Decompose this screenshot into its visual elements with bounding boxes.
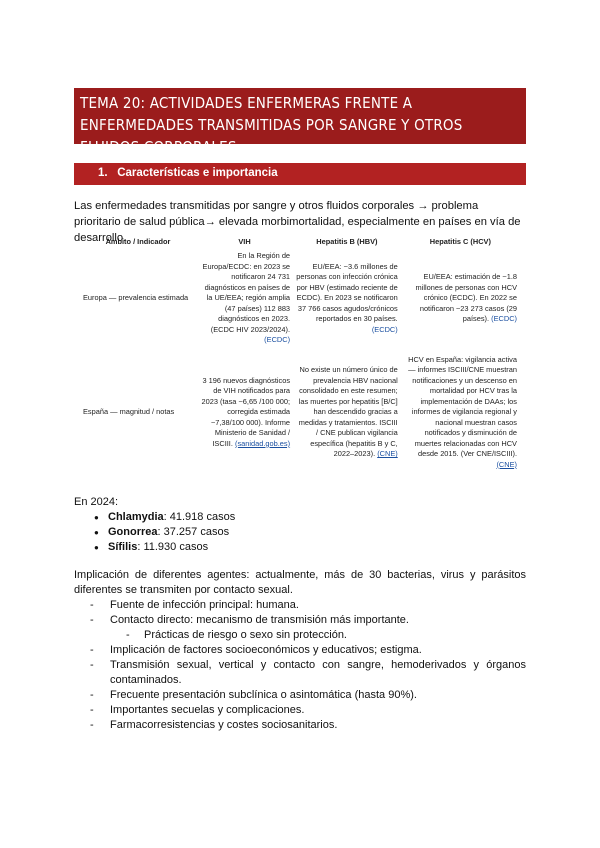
characteristics-block (74, 568, 526, 733)
list-item: - Implicación de factores socioeconómicos y educativos; estigma. (74, 643, 526, 658)
disease-count: : 37.257 casos (157, 526, 230, 538)
disease-count: : 11.930 casos (137, 541, 209, 553)
cell-text: EU/EEA: ~3.6 millones de personas con infección crónica por HBV (estimado reciente de ECDC). En 2023 se notificaron 37 766 casos agudos/crónicos reportados en 30 países. (296, 261, 398, 323)
disease-name: Sífilis (108, 541, 138, 553)
source-link[interactable]: (sanidad.gob.es) (234, 438, 291, 448)
section-heading (74, 163, 526, 185)
list-item (94, 525, 526, 540)
cell-text: 3 196 nuevos diagnósticos de VIH notificados para 2023 (tasa ~6,65 /100 000; corregida estimada ~7,38/100 000). Informe Ministerio de Sanidad / ISCIII. (201, 375, 291, 448)
list-item: - Transmisión sexual, vertical y contacto con sangre, hemoderivados y órganos contaminados. (74, 658, 526, 688)
cell-hbv (293, 348, 401, 478)
cell-hbv (293, 249, 401, 348)
table-row (80, 249, 520, 348)
intro-paragraph: Las enfermedades transmitidas por sangre y otros fluidos corporales → problema prioritario de salud pública→ elevada morbimortalidad, especialmente en países en vía de desarrollo. (74, 200, 521, 244)
table-header-row (80, 235, 520, 249)
disease-count: : 41.918 casos (163, 511, 236, 523)
cell-hcv (401, 249, 520, 348)
agents-paragraph: Implicación de diferentes agentes: actualmente, más de 30 bacterias, virus y parásitos diferentes se transmiten por contacto sexual. (74, 569, 526, 596)
col-header-ambito: Ámbito / Indicador (105, 236, 171, 246)
disease-name: Gonorrea (108, 526, 158, 538)
section-number: 1. (98, 167, 108, 179)
list-item (94, 540, 526, 555)
cell-text: HCV en España: vigilancia activa — informes ISCIII/CNE muestran notificaciones y un descenso en mortalidad por HCV tras la implementación de DAAs; los informes de vigilancia regional y nacional muestran casos notificados y disminución de muertes relacionadas con HCV desde 2015. (Ver CNE/ISCIII). (408, 354, 517, 459)
title-banner (74, 88, 526, 156)
prevalence-table (80, 235, 520, 478)
col-header-hcv: Hepatitis C (HCV) (429, 236, 491, 246)
stats-heading: En 2024: (74, 496, 119, 508)
col-header-vih: VIH (238, 236, 251, 246)
sti-stats (74, 495, 526, 555)
list-item: - Frecuente presentación subclínica o asintomática (hasta 90%). (74, 688, 526, 703)
source-link[interactable]: (ECDC) (371, 324, 398, 334)
section-title: Características e importancia (117, 167, 278, 179)
list-item: - Contacto directo: mecanismo de transmisión más importante. (74, 613, 526, 628)
cell-text: En la Región de Europa/ECDC: en 2023 se notificaron 24 731 diagnósticos en países de la UE/EEA; región amplia (47 países) 112 883 diagnósticos en 2023. (ECDC HIV 2023/2024). (202, 251, 291, 334)
list-item: - Fuente de infección principal: humana. (74, 598, 526, 613)
cell-vih (196, 249, 293, 348)
source-link[interactable]: (CNE) (496, 459, 517, 469)
source-link[interactable]: (ECDC) (491, 314, 517, 323)
characteristics-list (74, 598, 526, 733)
list-item: - Prácticas de riesgo o sexo sin protección. (74, 628, 526, 643)
cell-hcv (401, 348, 520, 478)
source-link[interactable]: (ECDC) (264, 335, 291, 344)
list-item: - Importantes secuelas y complicaciones. (74, 703, 526, 718)
cell-ambito: España — magnitud / notas (83, 407, 175, 417)
stats-list (74, 510, 526, 555)
list-item (94, 510, 526, 525)
table-row (80, 348, 520, 478)
list-item: - Farmacorresistencias y costes sociosanitarios. (74, 718, 526, 733)
cell-text: No existe un número único de prevalencia HBV nacional consolidado en este resumen; las muertes por hepatitis [B/C] han descendido gracias a medidas y tratamientos. ISCIII / CNE publican vigilancia específica (hepatitis B y C, 2022–2023). (298, 365, 398, 459)
cell-ambito: Europa — prevalencia estimada (83, 293, 189, 302)
page-title: TEMA 20: ACTIVIDADES ENFERMERAS FRENTE A ENFERMEDADES TRANSMITIDAS POR SANGRE Y OTROS FLUIDOS CORPORALES (80, 94, 463, 156)
source-link[interactable]: (CNE) (377, 449, 398, 459)
cell-vih (196, 348, 293, 478)
cell-text: EU/EEA: estimación de ~1.8 millones de personas con HCV crónico (ECDC). En 2022 se notificaron ~23 273 casos (29 países). (415, 272, 517, 323)
disease-name: Chlamydia (108, 511, 164, 523)
col-header-hbv: Hepatitis B (HBV) (316, 236, 378, 246)
